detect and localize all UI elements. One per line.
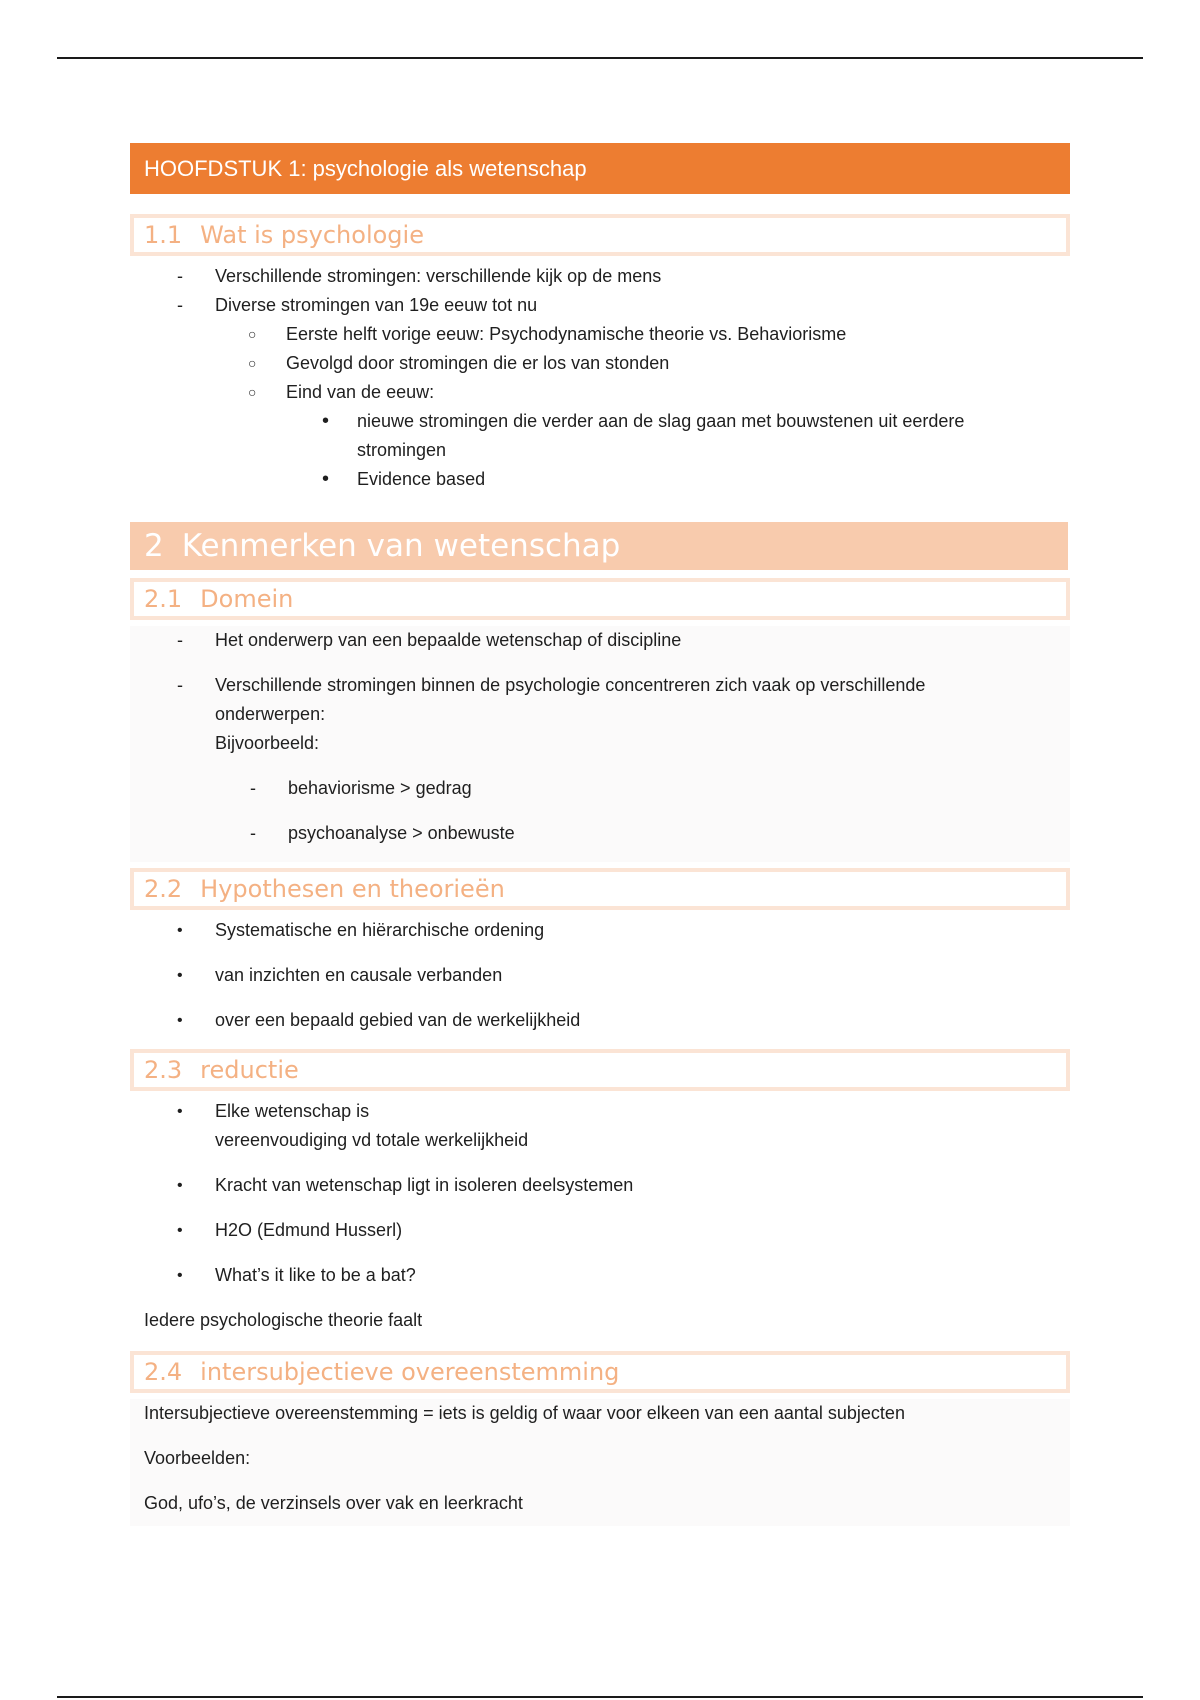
dash-bullet-icon [177,671,183,700]
heading-2-1 [130,578,1070,620]
header-rule [57,57,1143,59]
paragraph: Voorbeelden: [144,1448,251,1468]
circle-bullet-icon: ○ [248,326,257,342]
dash-bullet-icon [250,774,256,803]
list-item: - Verschillende stromingen: verschillende kijk op de mens [130,262,1070,291]
list-item: • nieuwe stromingen die verder aan de slag gaan met bouwstenen uit eerdere [130,407,1070,436]
dot-bullet-icon: • [177,967,183,984]
list-item: - psychoanalyse > onbewuste [130,819,1070,862]
heading-2-3 [130,1049,1070,1091]
list-item: - Het onderwerp van een bepaalde wetenschap of discipline [130,626,1070,655]
list-item: • Evidence based [130,465,1070,494]
dot-bullet-icon: • [177,1177,183,1194]
list-item: ○ Eerste helft vorige eeuw: Psychodynamische theorie vs. Behaviorisme [130,320,1070,349]
heading-text: Domein [200,585,294,613]
list-item: - behaviorisme > gedrag [130,774,1070,803]
heading-1-1 [130,214,1070,256]
dot-bullet-icon: • [322,410,330,432]
heading-2-2 [130,868,1070,910]
list-item: - Diverse stromingen van 19e eeuw tot nu [130,291,1070,320]
list-item: ○ Gevolgd door stromingen die er los van stonden [130,349,1070,378]
footer-rule [57,1696,1143,1698]
document-body [130,143,1070,1526]
section-2-4-body [130,1399,1070,1526]
list-item: • over een bepaald gebied van de werkelijkheid [130,1006,1070,1035]
dot-bullet-icon: • [177,1012,183,1029]
list-item-continuation: Bijvoorbeeld: [215,733,320,753]
paragraph: Intersubjectieve overeenstemming = iets is geldig of waar voor elkeen van een aantal subjecten [144,1403,905,1423]
dot-bullet-icon: • [322,468,330,490]
heading-2-4 [130,1351,1070,1393]
heading-number: 2.1 [144,585,183,613]
dot-bullet-icon: • [177,1103,183,1120]
dash-bullet-icon [177,626,183,655]
dot-bullet-icon: • [177,922,183,939]
heading-text: intersubjectieve overeenstemming [200,1358,620,1386]
heading-number: 2.2 [144,875,183,903]
heading-2 [130,522,1068,570]
chapter-heading: HOOFDSTUK 1: psychologie als wetenschap [130,143,1070,194]
heading-text: Hypothesen en theorieën [200,875,505,903]
list-item-continuation: stromingen [357,440,447,460]
list-item: • van inzichten en causale verbanden [130,961,1070,990]
heading-number: 2.4 [144,1358,183,1386]
circle-bullet-icon: ○ [248,355,257,371]
circle-bullet-icon: ○ [248,384,257,400]
heading-number: 2.3 [144,1056,183,1084]
paragraph: God, ufo’s, de verzinsels over vak en leerkracht [144,1493,523,1513]
dot-bullet-icon: • [177,1267,183,1284]
list-item-continuation: vereenvoudiging vd totale werkelijkheid [215,1130,529,1150]
dash-bullet-icon [250,819,256,848]
dot-bullet-icon: • [177,1222,183,1239]
heading-number: 1.1 [144,221,183,249]
list-item: ○ Eind van de eeuw: [130,378,1070,407]
heading-text: Wat is psychologie [200,221,424,249]
list-item: • Elke wetenschap is [130,1097,1070,1126]
heading-text: reductie [200,1056,299,1084]
list-item: • Kracht van wetenschap ligt in isoleren deelsystemen [130,1171,1070,1200]
list-item: • What’s it like to be a bat? [130,1261,1070,1290]
list-item-continuation: onderwerpen: [215,704,326,724]
heading-text: Kenmerken van wetenschap [181,528,621,564]
section-2-1-body [130,626,1070,862]
list-item: • H2O (Edmund Husserl) [130,1216,1070,1245]
dash-bullet-icon [177,291,183,320]
list-item: - Verschillende stromingen binnen de psychologie concentreren zich vaak op verschillende [130,671,1070,700]
list-item: • Systematische en hiërarchische ordening [130,916,1070,945]
heading-number: 2 [144,528,164,564]
dash-bullet-icon [177,262,183,291]
paragraph: Iedere psychologische theorie faalt [144,1310,423,1330]
